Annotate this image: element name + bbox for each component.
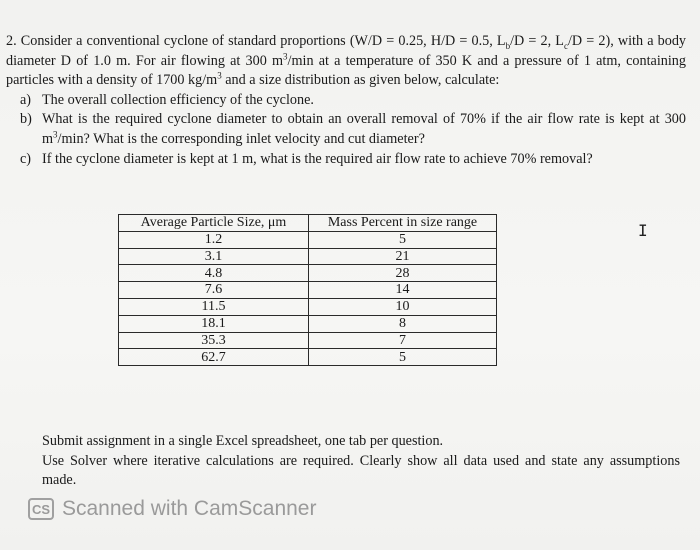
cell-size: 4.8 <box>119 265 309 282</box>
problem-number: 2. <box>6 33 17 49</box>
cell-percent: 21 <box>309 248 497 265</box>
submission-notes <box>42 432 680 491</box>
cell-size: 18.1 <box>119 315 309 332</box>
text-cursor-icon: I <box>638 221 648 240</box>
table-row <box>119 282 497 299</box>
intro-text-1c: /D = <box>567 33 595 49</box>
header-mass-percent: Mass Percent in size range <box>309 215 497 232</box>
intro-sub-c: c <box>563 40 568 51</box>
cell-percent: 8 <box>309 315 497 332</box>
camscanner-logo-icon: CS <box>28 498 54 520</box>
question-b-label: b) <box>20 111 32 128</box>
question-c-text: If the cyclone diameter is kept at 1 m, what is the required air flow rate to achieve 70% removal? <box>42 150 593 167</box>
intro-sub-b: b <box>505 40 511 51</box>
intro-text-2a: 2), with a body diameter D of 1.0 m. For air flowing at 300 m <box>6 33 687 69</box>
intro-sup-2: 3 <box>217 70 222 81</box>
cell-percent: 5 <box>309 231 497 248</box>
note-line-2: Use Solver where iterative calculations are required. Clearly show all data used and state any assumptions made. <box>42 452 680 489</box>
table-row <box>119 265 497 282</box>
cell-size: 62.7 <box>119 349 309 366</box>
intro-sup-1: 3 <box>283 50 288 61</box>
cell-size: 1.2 <box>119 231 309 248</box>
camscanner-watermark <box>28 497 316 521</box>
problem-intro <box>6 32 686 91</box>
question-b-text-a: What is the required cyclone diameter to obtain an overall removal of 70% if the air flow rate is kept at 300 m <box>42 111 686 147</box>
intro-text-2b: /min at a temperature of 350 K and a pressure of 1 atm, containing particles with a density of 1700 kg/m <box>6 52 686 89</box>
table-row <box>119 231 497 248</box>
cell-size: 35.3 <box>119 332 309 349</box>
question-a <box>6 91 686 111</box>
watermark-text: Scanned with CamScanner <box>62 497 317 520</box>
intro-text-2c: and a size distribution as given below, calculate: <box>221 72 500 89</box>
table-row <box>119 349 497 366</box>
table-row <box>119 332 497 349</box>
note-line-1: Submit assignment in a single Excel spreadsheet, one tab per question. <box>42 433 444 449</box>
intro-text-1: Consider a conventional cyclone of standard proportions (W/D = 0.25, H/D = 0.5, L <box>20 33 506 49</box>
cell-percent: 14 <box>309 282 497 299</box>
question-b-text-b: /min? What is the corresponding inlet velocity and cut diameter? <box>57 130 425 147</box>
question-c <box>6 150 686 170</box>
question-b <box>6 110 686 149</box>
header-particle-size: Average Particle Size, μm <box>119 215 309 232</box>
size-distribution-table <box>118 214 497 366</box>
table-row <box>119 315 497 332</box>
intro-text-1b: /D = 2, L <box>510 33 564 49</box>
cell-percent: 5 <box>309 349 497 366</box>
cell-percent: 7 <box>309 332 497 349</box>
question-b-sup: 3 <box>53 129 58 140</box>
table-header-row <box>119 215 497 232</box>
cell-size: 7.6 <box>119 282 309 299</box>
table-row <box>119 248 497 265</box>
cell-size: 3.1 <box>119 248 309 265</box>
question-c-label: c) <box>20 150 32 167</box>
question-a-label: a) <box>20 91 32 108</box>
table-row <box>119 298 497 315</box>
problem-statement <box>6 32 686 169</box>
cell-size: 11.5 <box>119 298 309 315</box>
question-a-text: The overall collection efficiency of the cyclone. <box>42 91 314 108</box>
cell-percent: 10 <box>309 298 497 315</box>
cell-percent: 28 <box>309 265 497 282</box>
